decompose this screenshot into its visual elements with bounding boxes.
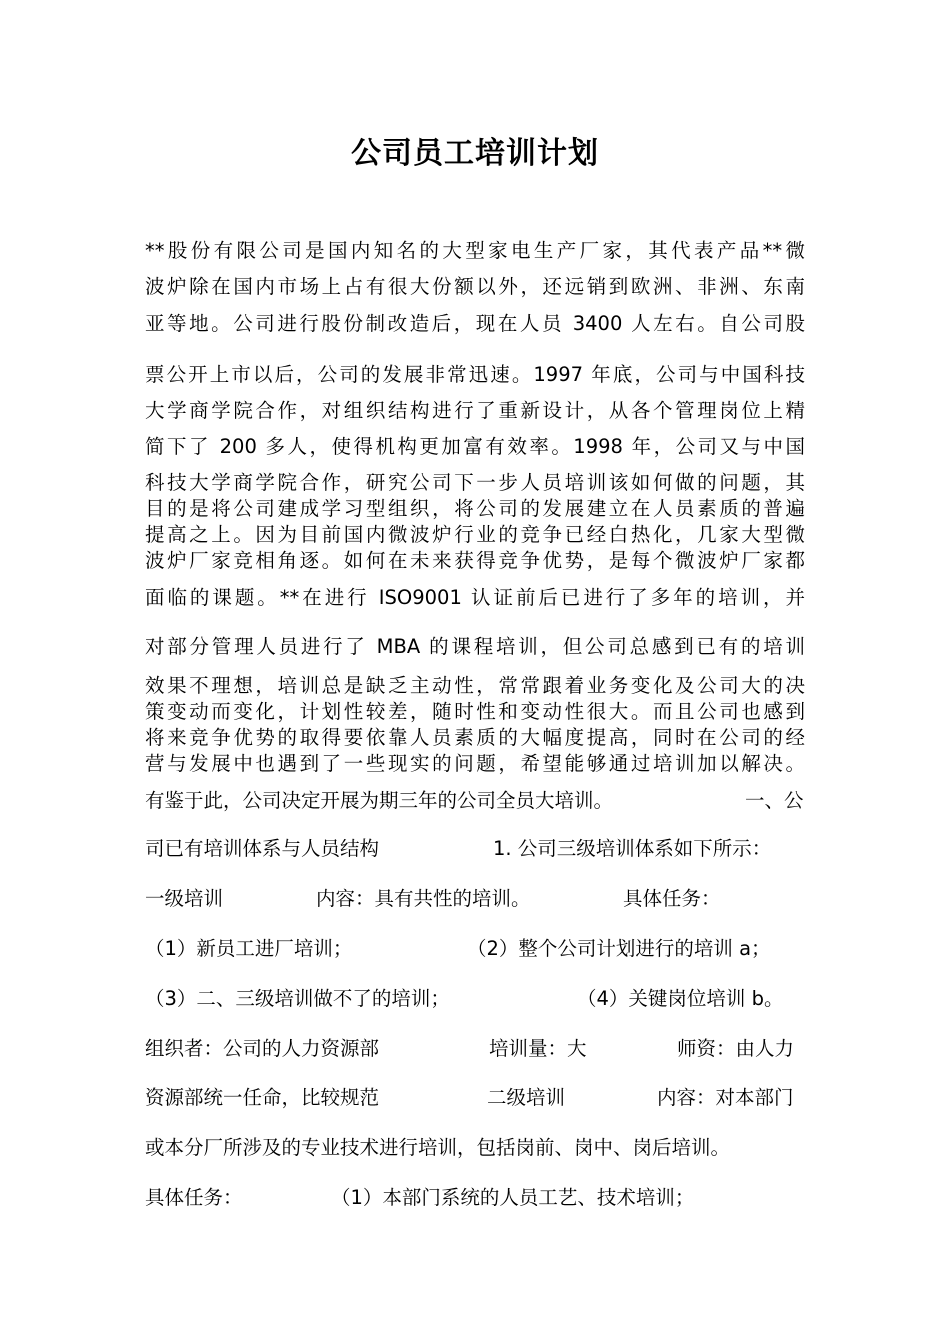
paragraph-line: 提高之上。因为目前国内微波炉行业的竞争已经白热化，几家大型微 [145, 523, 805, 546]
paragraph-line: 波炉除在国内市场上占有很大份额以外，还远销到欧洲、非洲、东南 [145, 275, 805, 298]
paragraph-line: 营与发展中也遇到了一些现实的问题，希望能够通过培训加以解决。 [145, 752, 805, 775]
paragraph-line: 目的是将公司建成学习型组织，将公司的发展建立在人员素质的普遍 [145, 497, 805, 520]
text-segment: （2）整个公司计划进行的培训 a； [467, 937, 771, 960]
paragraph-line: 亚等地。公司进行股份制改造后，现在人员 3400 人左右。自公司股 [145, 312, 805, 335]
text-segment: 资源部统一任命，比较规范 [145, 1086, 380, 1109]
paragraph-line: 效果不理想，培训总是缺乏主动性，常常跟着业务变化及公司大的决 [145, 674, 805, 697]
paragraph-line: **股份有限公司是国内知名的大型家电生产厂家，其代表产品**微 [145, 239, 805, 262]
text-segment: （3）二、三级培训做不了的培训； [145, 987, 450, 1010]
text-segment: 司已有培训体系与人员结构 [145, 837, 380, 860]
paragraph-line: 简下了 200 多人，使得机构更加富有效率。1998 年，公司又与中国 [145, 435, 805, 458]
text-segment: 内容：具有共性的培训。 [316, 887, 531, 910]
text-segment: 内容：对本部门 [657, 1086, 794, 1109]
text-segment: （4）关键岗位培训 b。 [577, 987, 784, 1010]
text-segment: 或本分厂所涉及的专业技术进行培训，包括岗前、岗中、岗后培训。 [145, 1136, 731, 1159]
paragraph-line: 科技大学商学院合作，研究公司下一步人员培训该如何做的问题，其 [145, 471, 805, 494]
text-segment: 师资：由人力 [677, 1037, 795, 1060]
text-segment: 一级培训 [145, 887, 224, 910]
text-segment: 具体任务： [145, 1186, 243, 1209]
text-segment: 具体任务： [623, 887, 721, 910]
paragraph-line: 大学商学院合作，对组织结构进行了重新设计，从各个管理岗位上精 [145, 399, 805, 422]
text-segment: 一、公 [745, 789, 804, 812]
text-segment: 1. 公司三级培训体系如下所示： [493, 837, 772, 860]
paragraph-line: 面临的课题。**在进行 ISO9001 认证前后已进行了多年的培训，并 [145, 586, 805, 609]
paragraph-line: 将来竞争优势的取得要依靠人员素质的大幅度提高，同时在公司的经 [145, 726, 805, 749]
paragraph-line: 策变动而变化，计划性较差，随时性和变动性很大。而且公司也感到 [145, 700, 805, 723]
paragraph-line: 票公开上市以后，公司的发展非常迅速。1997 年底，公司与中国科技 [145, 363, 805, 386]
paragraph-line: 波炉厂家竞相角逐。如何在未来获得竞争优势，是每个微波炉厂家都 [145, 549, 805, 572]
paragraph-line: 对部分管理人员进行了 MBA 的课程培训，但公司总感到已有的培训 [145, 635, 805, 658]
text-segment: （1）新员工进厂培训； [145, 937, 353, 960]
text-segment: （1）本部门系统的人员工艺、技术培训； [331, 1186, 695, 1209]
document-title: 公司员工培训计划 [351, 136, 599, 171]
text-segment: 二级培训 [487, 1086, 566, 1109]
text-segment: 培训量：大 [489, 1037, 587, 1060]
text-segment: 有鉴于此，公司决定开展为期三年的公司全员大培训。 [145, 789, 614, 812]
text-segment: 组织者：公司的人力资源部 [145, 1037, 380, 1060]
